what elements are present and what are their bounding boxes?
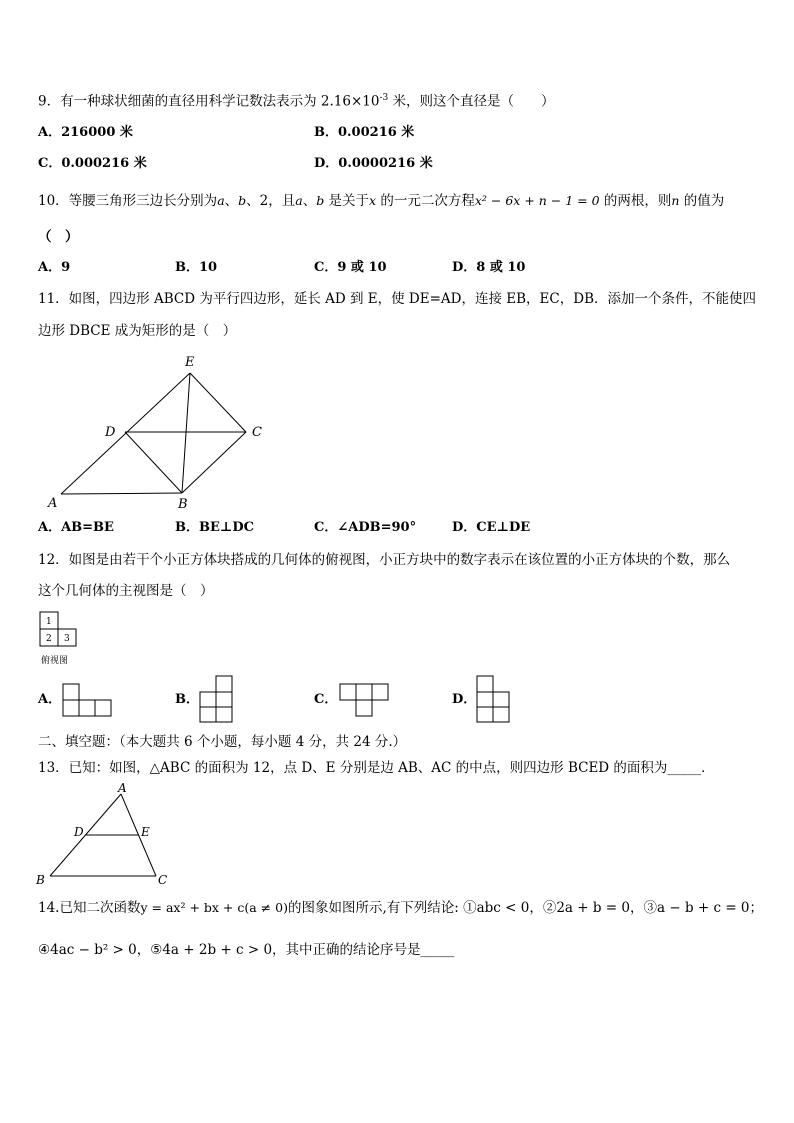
- q9-option-a[interactable]: A．216000 米: [38, 125, 133, 140]
- q12-option-a[interactable]: A．: [38, 692, 62, 707]
- segment-eb: [182, 373, 190, 493]
- q12-option-c-figure[interactable]: [338, 682, 390, 718]
- grid-number-3: 3: [64, 634, 70, 644]
- q11-stem-line1: 11．如图，四边形 ABCD 为平行四边形，延长 AD 到 E，使 DE=AD，连接 EB，EC，DB．添加一个条件，不能使四: [38, 291, 756, 307]
- q13-triangle-figure: [34, 780, 174, 888]
- q9-option-d[interactable]: D．0.0000216 米: [314, 156, 433, 171]
- label-d: D: [74, 825, 84, 839]
- q14-conclusion-1: ①abc < 0: [463, 900, 530, 916]
- q12-option-d[interactable]: D．: [452, 692, 477, 707]
- q10-option-a[interactable]: A．9: [38, 260, 71, 275]
- q12-stem-line2: 这个几何体的主视图是（ ）: [38, 583, 214, 599]
- q9-text-end: 米，则这个直径是（ ）: [388, 93, 555, 110]
- label-b: B: [178, 497, 188, 512]
- segment-bc: [182, 432, 246, 493]
- q9-text: 9．有一种球状细菌的直径用科学记数法表示为 2.16×10: [38, 93, 380, 110]
- q9-option-b[interactable]: B．0.00216 米: [314, 125, 415, 140]
- label-c: C: [158, 873, 168, 887]
- label-a: A: [118, 781, 127, 795]
- segment-ec: [190, 373, 246, 432]
- q14-conclusion-4: ④4ac − b² > 0: [38, 942, 137, 958]
- q12-top-view-figure: [38, 608, 88, 670]
- q14-function: y = ax² + bx + c(a ≠ 0): [140, 900, 288, 915]
- label-a: A: [48, 496, 58, 511]
- q12-stem-line1: 12．如图是由若干个小正方体块搭成的几何体的俯视图，小正方块中的数字表示在该位置的小正方体块的个数，那么: [38, 552, 731, 568]
- label-d: D: [105, 425, 116, 440]
- q14-stem-line2: ④4ac − b² > 0，⑤4a + 2b + c > 0，其中正确的结论序号是_____: [38, 942, 455, 958]
- q10-equation: x² − 6x + n − 1 = 0: [474, 193, 600, 208]
- q12-option-a-figure[interactable]: [61, 682, 113, 718]
- segment-ae: [61, 373, 190, 494]
- q13-stem: 13．已知：如图，△ABC 的面积为 12，点 D、E 分别是边 AB、AC 的中点，则四边形 BCED 的面积为_____．: [38, 760, 715, 776]
- q11-option-d[interactable]: D．CE⊥DE: [452, 520, 531, 535]
- q11-stem-line2: 边形 DBCE 成为矩形的是（ ）: [38, 323, 237, 339]
- q12-option-b[interactable]: B．: [175, 692, 199, 707]
- segment-db: [125, 432, 182, 493]
- q10-option-c[interactable]: C．9 或 10: [314, 260, 387, 275]
- label-e: E: [141, 825, 150, 839]
- q10-option-b[interactable]: B．10: [175, 260, 218, 275]
- q11-option-c[interactable]: C．∠ADB=90°: [314, 520, 417, 535]
- q12-option-c[interactable]: C．: [314, 692, 338, 707]
- top-view-caption: 俯视图: [41, 656, 69, 666]
- q14-conclusion-5: ⑤4a + 2b + c > 0: [150, 942, 273, 958]
- q10-answer-paren: （ ）: [38, 229, 79, 245]
- q9-exponent: -3: [379, 93, 389, 103]
- q14-stem-line1: 14.已知二次函数y = ax² + bx + c(a ≠ 0)的图象如图所示,有下列结论: ①abc < 0，②2a + b = 0，③a − b + c = 0；: [38, 900, 764, 916]
- q14-conclusion-3: ③a − b + c = 0: [643, 900, 750, 916]
- grid-number-1: 1: [46, 617, 52, 627]
- label-c: C: [252, 425, 262, 440]
- q12-option-d-figure[interactable]: [475, 674, 511, 724]
- q11-option-a[interactable]: A．AB=BE: [38, 520, 114, 535]
- label-b: B: [36, 873, 45, 887]
- grid-number-2: 2: [46, 634, 52, 644]
- q11-option-b[interactable]: B．BE⊥DC: [175, 520, 254, 535]
- q14-conclusion-2: ②2a + b = 0: [542, 900, 630, 916]
- section-fill-in-title: 二、填空题：（本大题共 6 个小题，每小题 4 分，共 24 分.）: [38, 734, 407, 750]
- q9-option-c[interactable]: C．0.000216 米: [38, 156, 147, 171]
- q12-option-b-figure[interactable]: [198, 674, 234, 724]
- q10-option-d[interactable]: D．8 或 10: [452, 260, 526, 275]
- segment-ab: [61, 493, 182, 494]
- q10-stem: 10．等腰三角形三边长分别为a、b、2，且a、b 是关于x 的一元二次方程x² − 6x + n − 1 = 0 的两根，则n 的值为: [38, 193, 725, 209]
- q9-stem: [38, 89, 555, 111]
- q11-parallelogram-figure: [40, 350, 280, 512]
- label-e: E: [185, 355, 195, 370]
